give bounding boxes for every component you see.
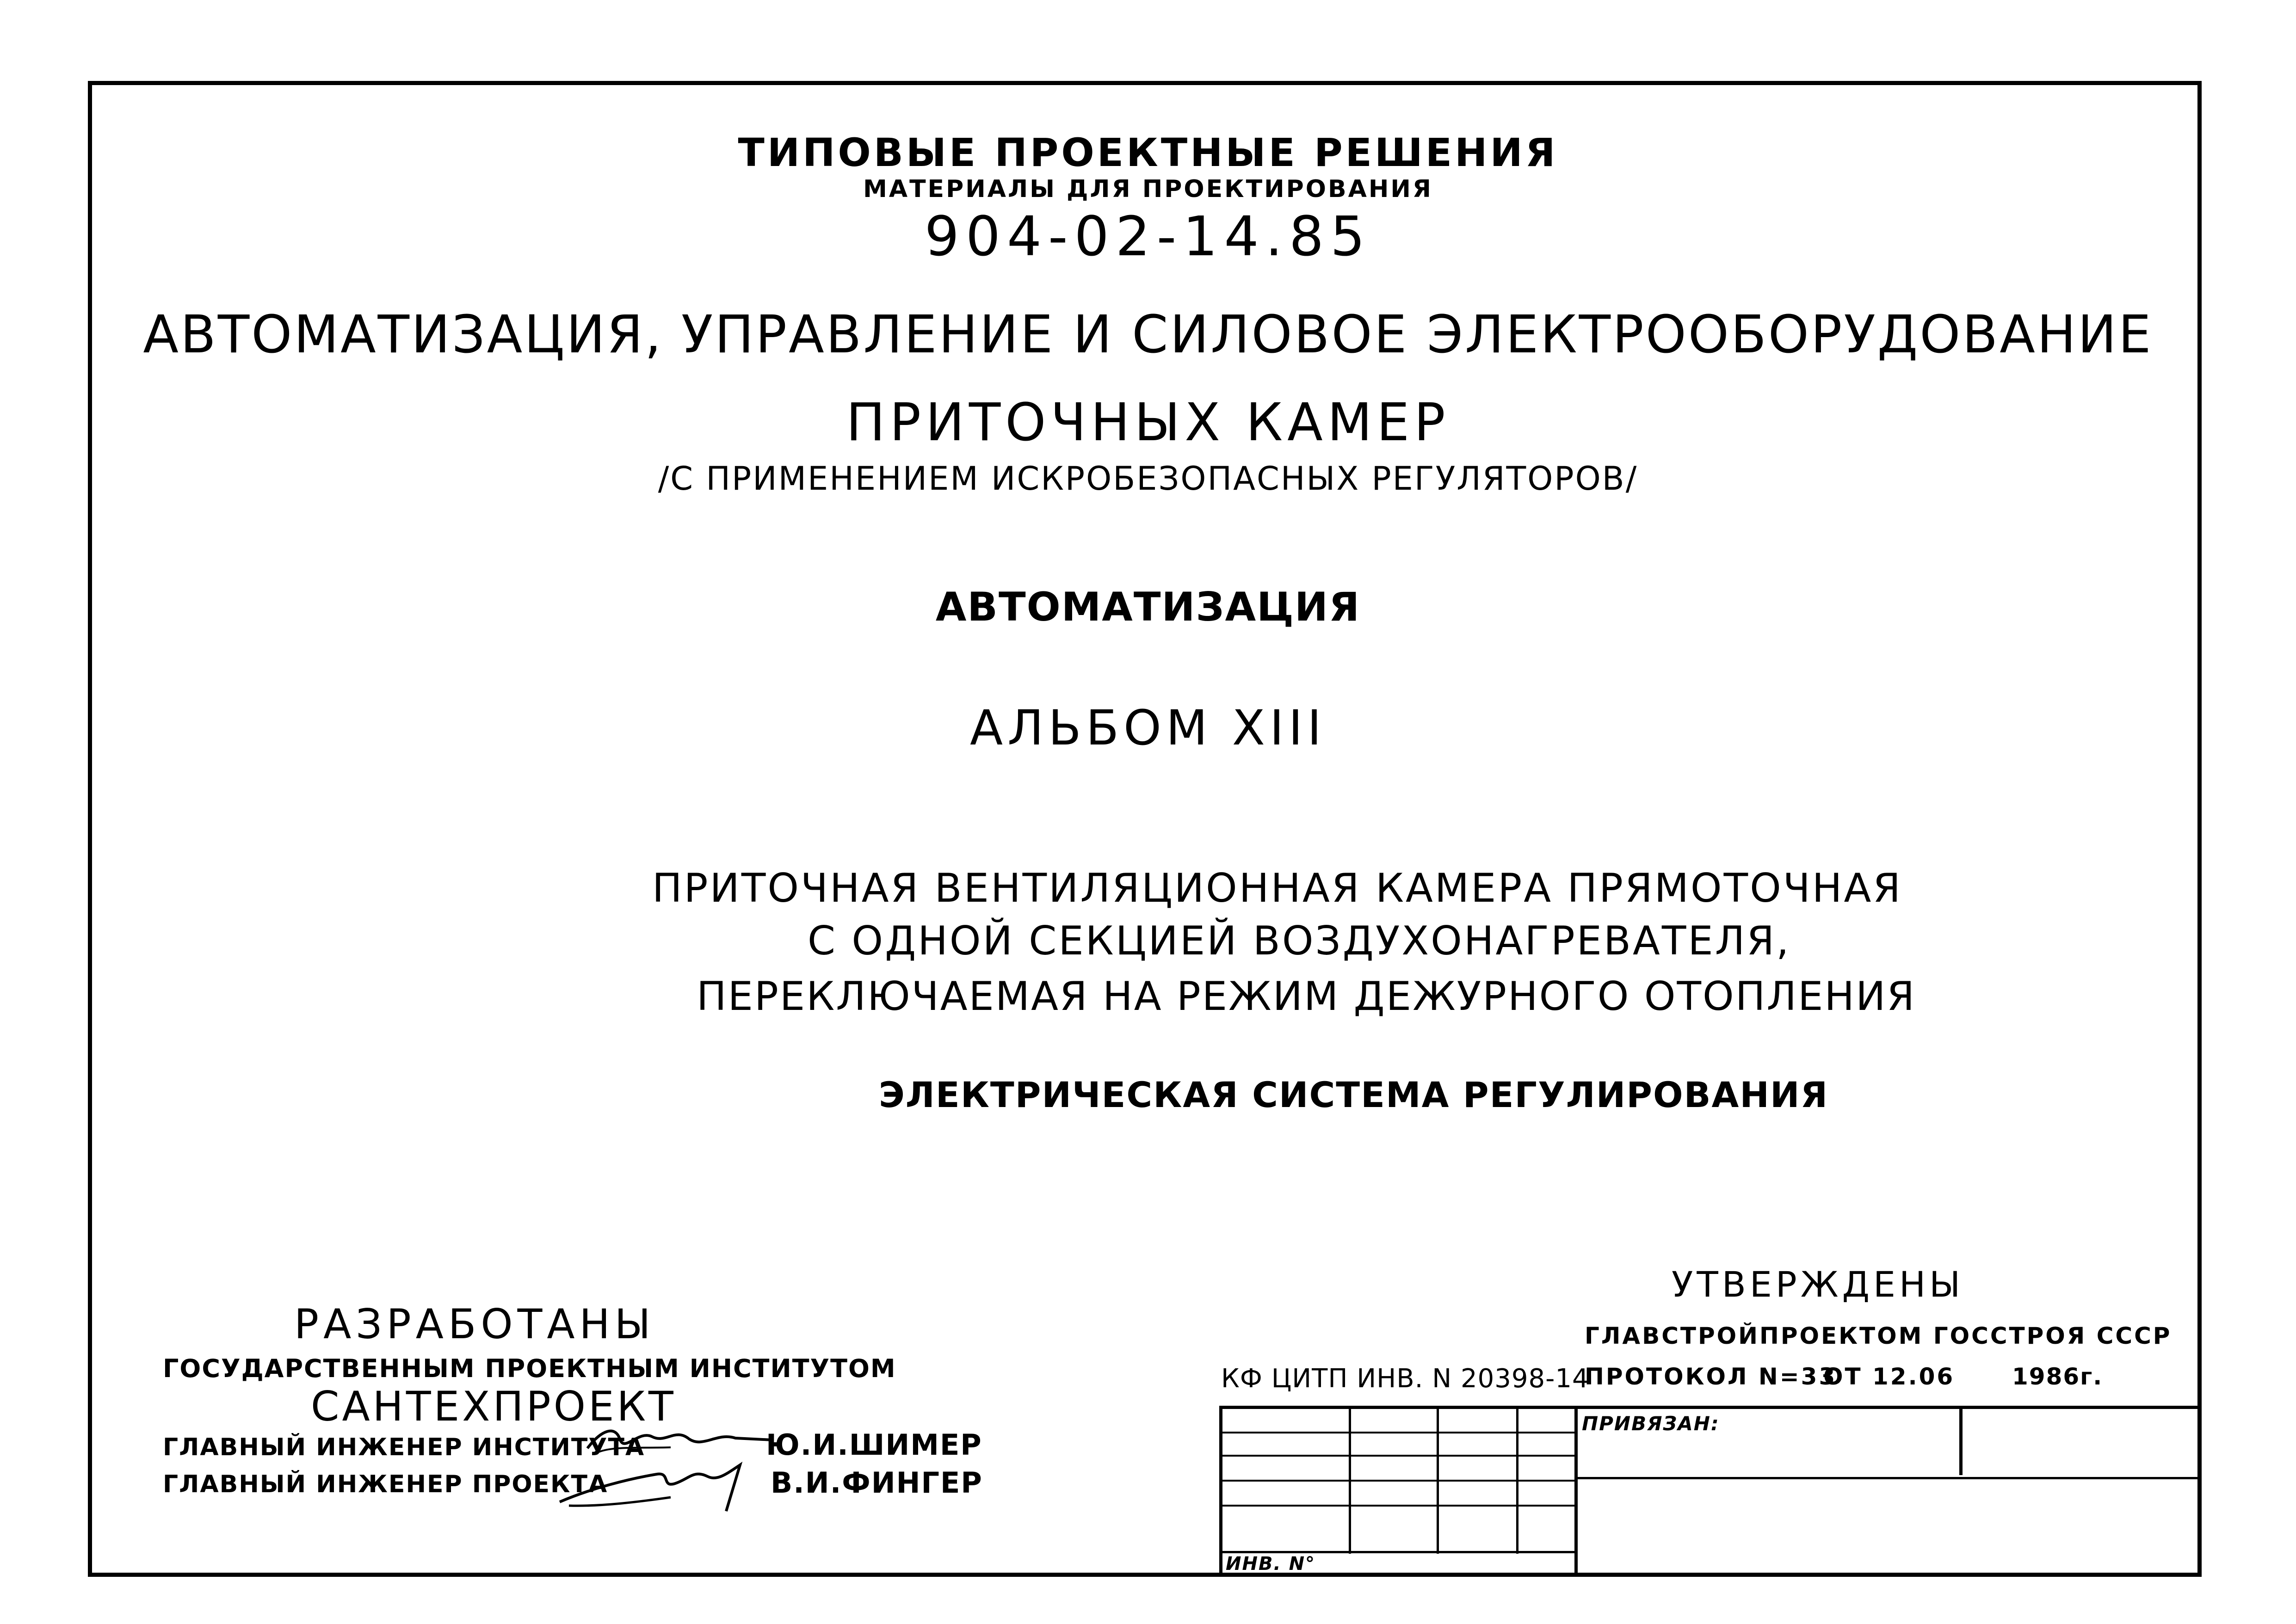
document-number: 904-02-14.85 <box>924 204 1372 268</box>
section-title: АВТОМАТИЗАЦИЯ <box>935 584 1361 630</box>
regulation-system: ЭЛЕКТРИЧЕСКАЯ СИСТЕМА РЕГУЛИРОВАНИЯ <box>879 1074 1829 1115</box>
approved-by: ГЛАВСТРОЙПРОЕКТОМ ГОССТРОЯ СССР <box>1585 1323 2172 1349</box>
chief-engineer-project-role: ГЛАВНЫЙ ИНЖЕНЕР ПРОЕКТА <box>163 1470 608 1498</box>
protocol-date: ОТ 12.06 <box>1823 1363 1955 1390</box>
stamp-row-2 <box>1219 1455 1575 1457</box>
chief-engineer-project-name: В.И.ФИНГЕР <box>771 1466 983 1500</box>
institute-name: САНТЕХПРОЕКТ <box>311 1383 676 1430</box>
stamp-row-1 <box>1219 1432 1575 1433</box>
chief-engineer-institute-name: Ю.И.ШИМЕР <box>766 1428 982 1462</box>
stamp-row-4 <box>1219 1505 1575 1507</box>
bound-label: ПРИВЯЗАН: <box>1582 1412 1720 1435</box>
stamp-row-3 <box>1219 1480 1575 1482</box>
stamp-col-5 <box>1959 1406 1963 1475</box>
album-number: АЛЬБОМ XIII <box>970 700 1326 756</box>
stamp-top-line <box>1219 1406 2202 1409</box>
main-title-note: /С ПРИМЕНЕНИЕМ ИСКРОБЕЗОПАСНЫХ РЕГУЛЯТОРОВ/ <box>658 460 1638 498</box>
chief-engineer-institute-role: ГЛАВНЫЙ ИНЖЕНЕР ИНСТИТУТА <box>163 1433 645 1461</box>
main-title-line2: ПРИТОЧНЫХ КАМЕР <box>846 393 1450 453</box>
description-line1: ПРИТОЧНАЯ ВЕНТИЛЯЦИОННАЯ КАМЕРА ПРЯМОТОЧНАЯ <box>652 865 1903 911</box>
approved-heading: УТВЕРЖДЕНЫ <box>1672 1264 1964 1305</box>
description-line2: С ОДНОЙ СЕКЦИЕЙ ВОЗДУХОНАГРЕВАТЕЛЯ, <box>808 918 1791 964</box>
developed-by: ГОСУДАРСТВЕННЫМ ПРОЕКТНЫМ ИНСТИТУТОМ <box>163 1354 896 1383</box>
inventory-number-label: ИНВ. N° <box>1226 1553 1316 1575</box>
protocol-year: 1986г. <box>2012 1363 2103 1390</box>
inventory-stamp: КФ ЦИТП ИНВ. N 20398-14 <box>1221 1364 1589 1394</box>
series-title: ТИПОВЫЕ ПРОЕКТНЫЕ РЕШЕНИЯ <box>738 130 1558 175</box>
developed-heading: РАЗРАБОТАНЫ <box>294 1300 655 1348</box>
stamp-row-right <box>1574 1477 2202 1479</box>
series-subtitle: МАТЕРИАЛЫ ДЛЯ ПРОЕКТИРОВАНИЯ <box>863 175 1433 203</box>
description-line3: ПЕРЕКЛЮЧАЕМАЯ НА РЕЖИМ ДЕЖУРНОГО ОТОПЛЕНИЯ <box>697 973 1916 1020</box>
main-title-line1: АВТОМАТИЗАЦИЯ, УПРАВЛЕНИЕ И СИЛОВОЕ ЭЛЕКТРООБОРУДОВАНИЕ <box>143 305 2153 365</box>
protocol-number: ПРОТОКОЛ N=33 <box>1585 1363 1837 1390</box>
signature-finger <box>555 1456 749 1516</box>
